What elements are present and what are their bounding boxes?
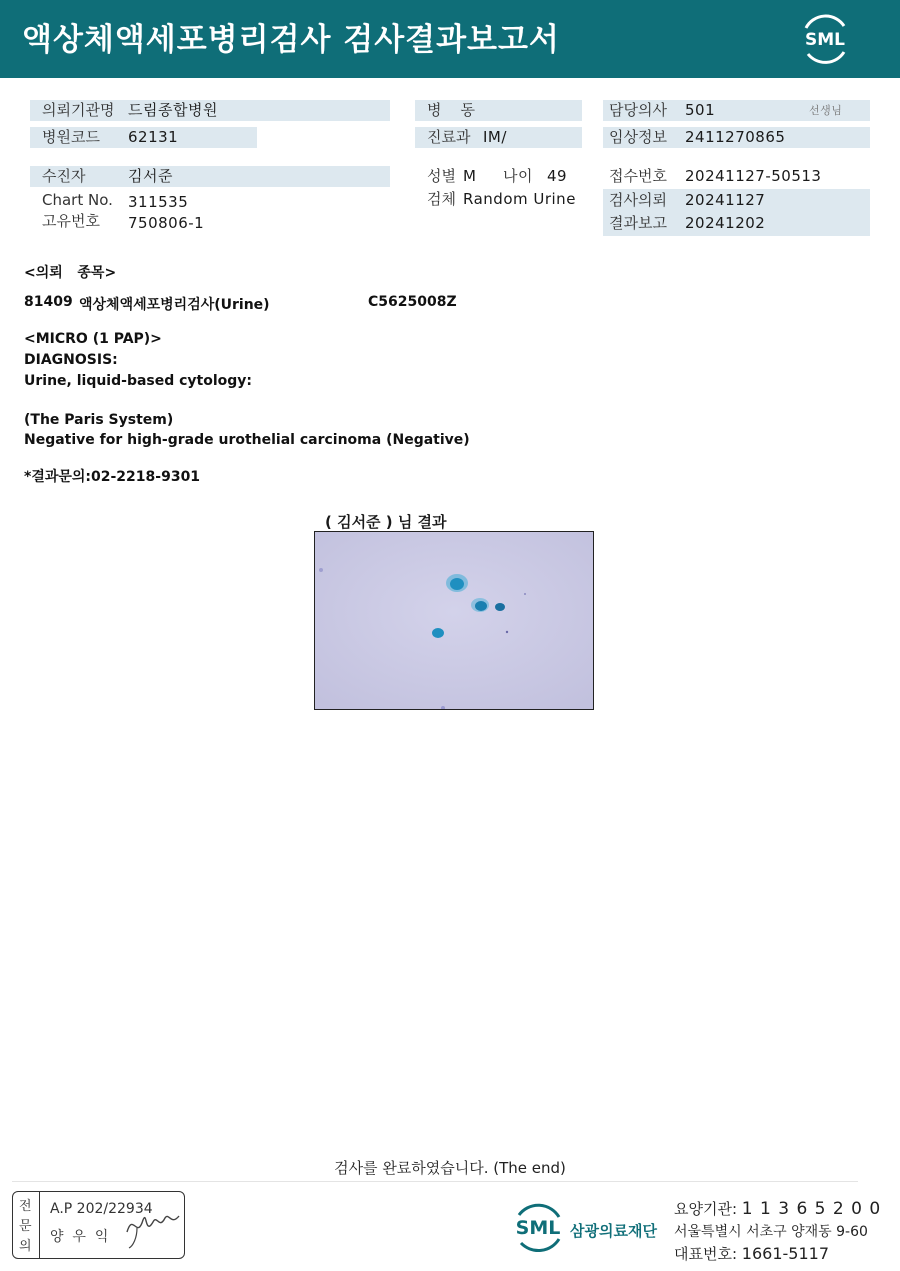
care-code-line — [674, 1198, 881, 1219]
chart-no-label: Chart No. — [42, 191, 113, 209]
unique-no-label: 고유번호 — [42, 212, 100, 230]
receipt-no-field — [603, 166, 870, 187]
phone-line — [674, 1243, 829, 1264]
sml-logo-icon — [798, 14, 852, 64]
cytology-slide-picture — [315, 532, 593, 709]
report-date-field — [603, 213, 870, 234]
unique-no-field — [30, 211, 390, 232]
care-code-label: 요양기관: — [674, 1200, 738, 1218]
specimen-value: Random Urine — [463, 190, 576, 208]
contact-line: *결과문의:02-2218-9301 — [24, 469, 201, 485]
order-line-name: 액상체액세포병리검사(Urine) — [79, 297, 270, 313]
ward-field — [415, 100, 582, 121]
report-header — [0, 0, 900, 78]
chart-no-value: 311535 — [128, 193, 189, 211]
request-date-field — [603, 190, 870, 211]
specimen-line: Urine, liquid-based cytology: — [24, 373, 253, 389]
specimen-label: 검체 — [427, 190, 456, 208]
doctor-suffix: 선생님 — [809, 104, 843, 117]
department-field — [415, 127, 582, 148]
stamp-char-2: 문 — [19, 1219, 32, 1234]
pathologist-stamp — [12, 1191, 185, 1259]
ward-label: 병 동 — [427, 101, 476, 119]
receipt-no-label: 접수번호 — [609, 167, 667, 185]
request-date-value: 20241127 — [685, 191, 766, 209]
diagnosis-label: DIAGNOSIS: — [24, 352, 118, 368]
specimen-field — [415, 189, 585, 210]
stamp-char-3: 의 — [19, 1239, 32, 1254]
institution-field — [30, 100, 390, 121]
request-date-label: 검사의뢰 — [609, 191, 667, 209]
unique-no-value: 750806-1 — [128, 214, 205, 232]
sex-label: 성별 — [427, 167, 456, 185]
patient-name-field — [30, 166, 390, 187]
age-label: 나이 — [503, 167, 533, 185]
hospital-code-label: 병원코드 — [42, 128, 100, 146]
stamp-side-column — [13, 1192, 40, 1258]
department-label: 진료과 — [427, 128, 471, 146]
hospital-code-value: 62131 — [128, 128, 179, 146]
chart-no-field — [30, 190, 390, 211]
receipt-no-value: 20241127-50513 — [685, 167, 822, 185]
svg-text:SML: SML — [515, 1217, 561, 1239]
institution-value: 드림종합병원 — [128, 101, 218, 119]
order-heading: <의뢰 종목> — [24, 265, 117, 281]
hospital-code-field — [30, 127, 257, 148]
diagnosis-result: Negative for high-grade urothelial carcinoma (Negative) — [24, 432, 470, 448]
clinical-info-field — [603, 127, 870, 148]
sex-age-field — [415, 166, 585, 187]
cytology-image — [314, 531, 594, 710]
department-value: IM/ — [483, 128, 507, 146]
signature-icon — [123, 1202, 185, 1250]
order-line-ref: C5625008Z — [368, 294, 457, 310]
phone-value: 1661-5117 — [741, 1244, 830, 1263]
end-text: 검사를 완료하였습니다. (The end) — [334, 1159, 566, 1177]
phone-label: 대표번호: — [674, 1245, 738, 1263]
age-value: 49 — [547, 167, 568, 185]
doctor-label: 담당의사 — [609, 101, 667, 119]
patient-name-label: 수진자 — [42, 167, 86, 185]
order-line-code: 81409 — [24, 294, 73, 310]
sex-value: M — [463, 167, 477, 185]
svg-text:SML: SML — [805, 30, 845, 50]
clinical-info-value: 2411270865 — [685, 128, 786, 146]
report-title: 액상체액세포병리검사 검사결과보고서 — [22, 22, 560, 58]
clinical-info-label: 임상정보 — [609, 128, 667, 146]
stamp-char-1: 전 — [19, 1199, 32, 1214]
stamp-name: 양 우 익 — [50, 1229, 109, 1245]
micro-heading: <MICRO (1 PAP)> — [24, 331, 162, 347]
address-line: 서울특별시 서초구 양재동 9-60 — [674, 1224, 868, 1240]
org-logo-icon — [509, 1201, 567, 1253]
stamp-license: A.P 202/22934 — [50, 1201, 153, 1217]
patient-name-value: 김서준 — [128, 167, 173, 185]
dates-box — [603, 189, 870, 236]
org-name: 삼광의료재단 — [570, 1222, 657, 1240]
doctor-value: 501 — [685, 101, 716, 119]
institution-label: 의뢰기관명 — [42, 101, 115, 119]
doctor-field — [603, 100, 870, 121]
footer-divider — [12, 1181, 858, 1182]
report-date-value: 20241202 — [685, 214, 766, 232]
paris-system-line: (The Paris System) — [24, 412, 174, 428]
image-caption: ( 김서준 ) 님 결과 — [325, 513, 447, 531]
care-code-value: 1 1 3 6 5 2 0 0 — [741, 1199, 882, 1219]
report-date-label: 결과보고 — [609, 214, 667, 232]
